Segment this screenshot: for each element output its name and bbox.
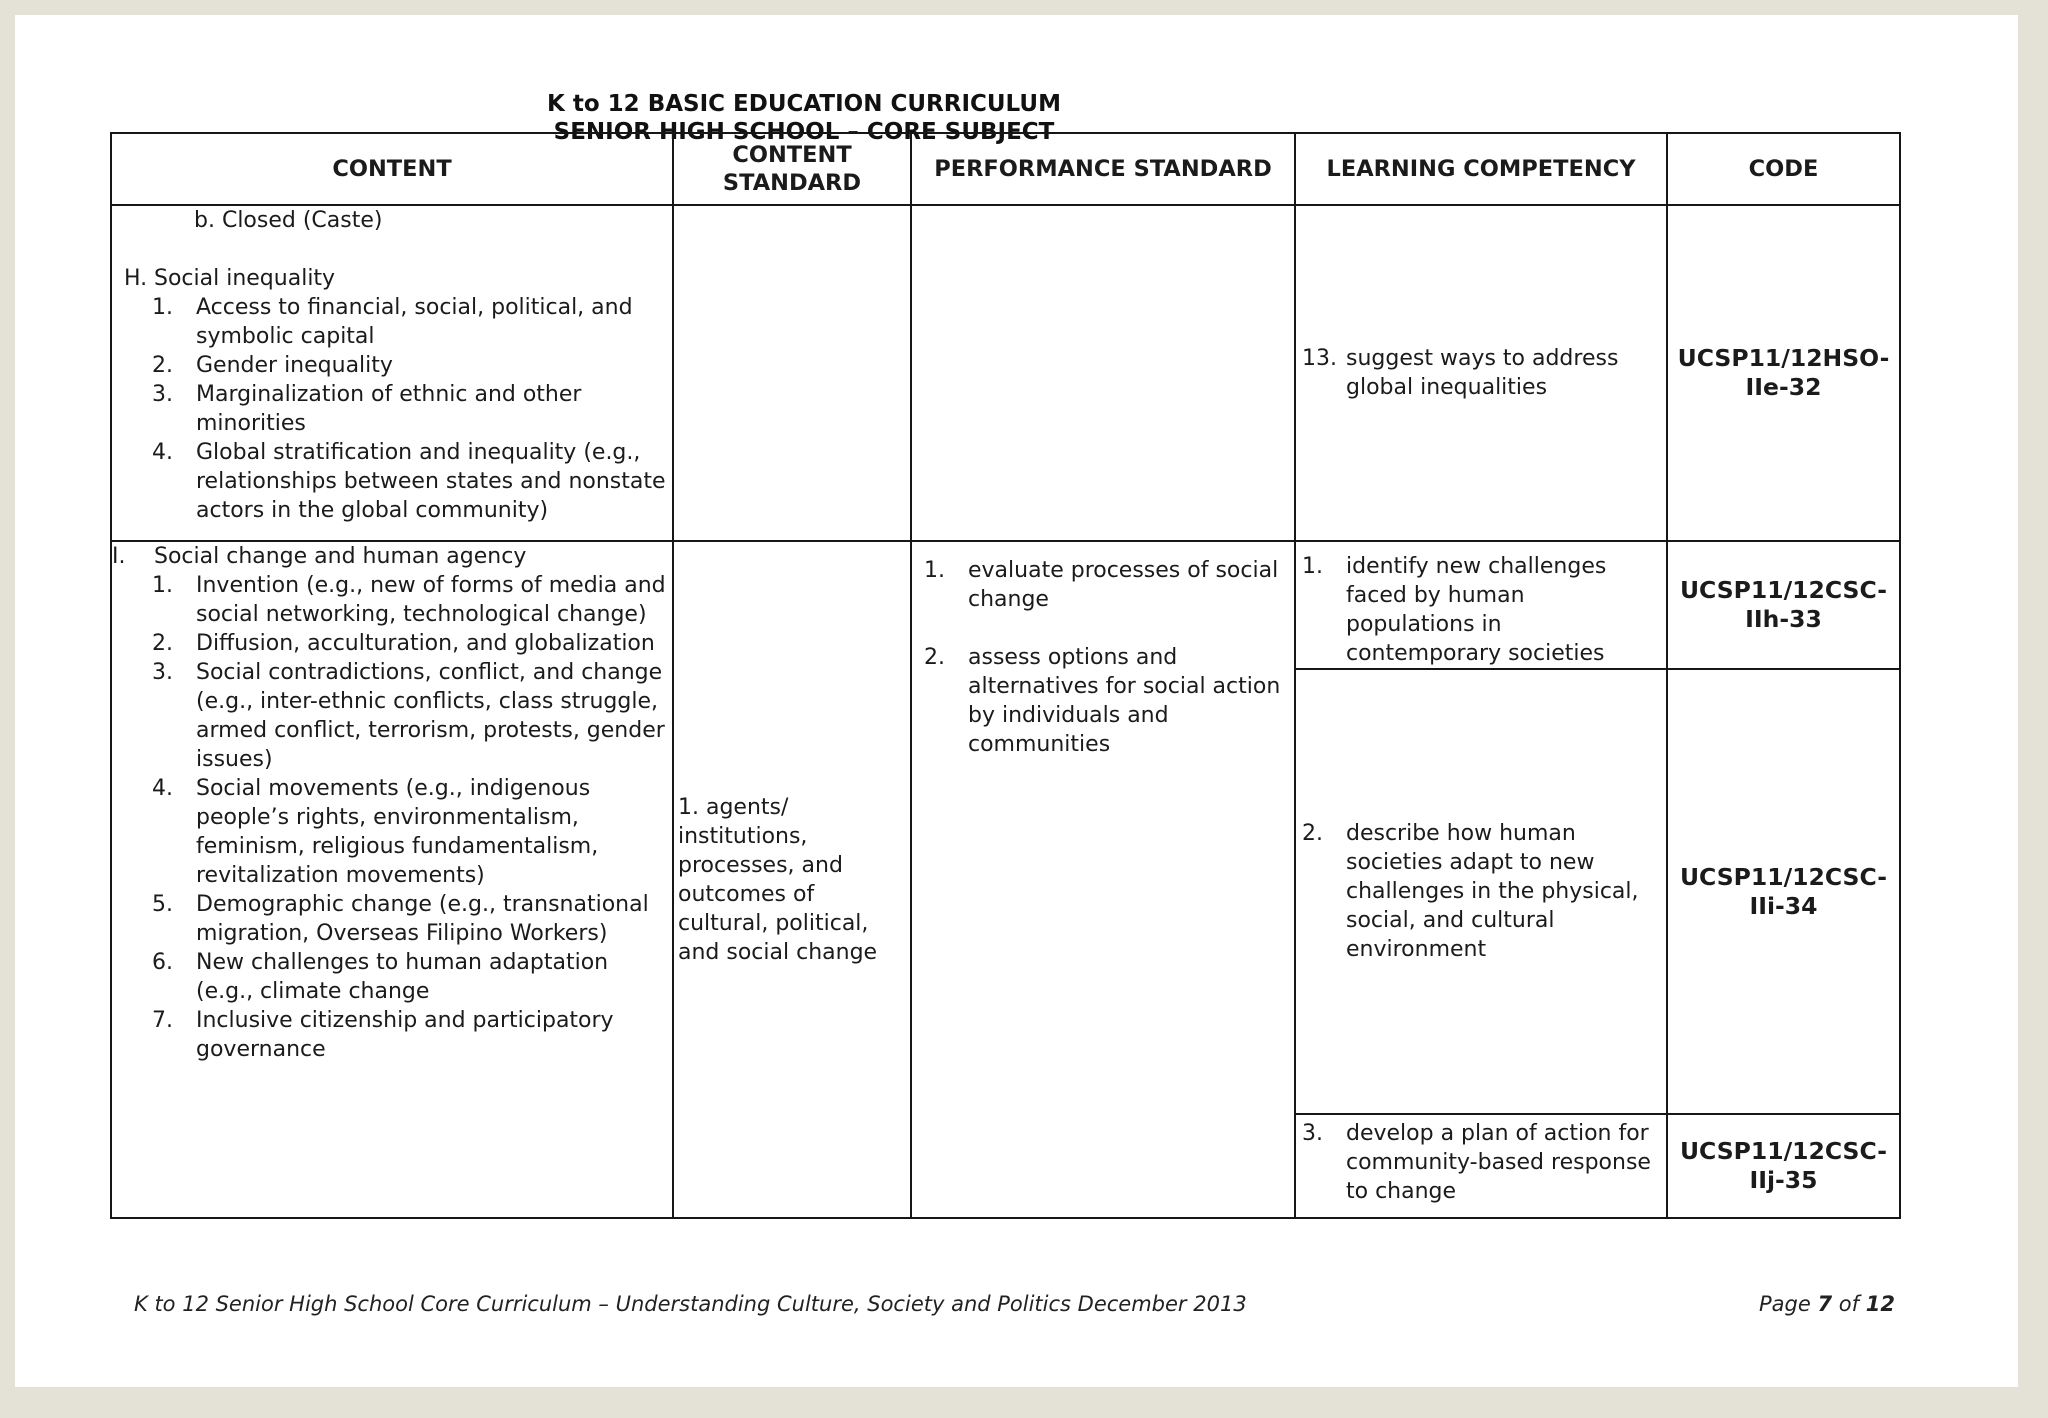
- col-header-content-standard: [673, 133, 911, 205]
- list-item-text: Global stratification and inequality (e.g., relationships between states and nonstate actors in the global community): [196, 440, 666, 523]
- list-item-number: 1.: [152, 295, 173, 320]
- document-title: K to 12 BASIC EDUCATION CURRICULUM: [547, 91, 1061, 117]
- list-item-text: Demographic change (e.g., transnational migration, Overseas Filipino Workers): [196, 892, 649, 946]
- performance-item: [924, 643, 1282, 759]
- list-item-number: 4.: [152, 440, 173, 465]
- content-heading-text: Social inequality: [154, 266, 336, 291]
- content-heading: [112, 542, 672, 571]
- competency-item: [1302, 819, 1656, 964]
- table-header-row: [111, 133, 1900, 205]
- performance-item-text: assess options and alternatives for social action by individuals and communities: [968, 645, 1281, 757]
- list-item-number: 2.: [152, 631, 173, 656]
- list-item: [152, 438, 672, 525]
- list-item-text: New challenges to human adaptation (e.g., climate change: [196, 950, 609, 1004]
- list-item: [152, 890, 672, 948]
- list-item-text: Social movements (e.g., indigenous people’s rights, environmentalism, feminism, religious fundamentalism, revitalization movements): [196, 776, 599, 888]
- content-list: [112, 571, 672, 1064]
- content-standard-cell: [673, 205, 911, 541]
- code-line-1: UCSP11/12CSC-: [1679, 1137, 1888, 1165]
- performance-item: [924, 556, 1282, 614]
- competency-number: 13.: [1302, 346, 1337, 371]
- list-item: [152, 658, 672, 774]
- list-item: [152, 774, 672, 890]
- list-item: [152, 351, 672, 380]
- performance-standard-cell: [911, 541, 1295, 1218]
- competency-number: 3.: [1302, 1121, 1323, 1146]
- competency-text: suggest ways to address global inequalities: [1346, 346, 1619, 400]
- competency-list: [1302, 552, 1656, 668]
- code-cell: [1667, 669, 1900, 1114]
- list-item-number: 4.: [152, 776, 173, 801]
- curriculum-table: [110, 132, 1901, 1219]
- content-cell: [111, 205, 673, 541]
- performance-item-number: 1.: [924, 558, 945, 583]
- document-page: [15, 15, 2018, 1387]
- content-standard-cell: [673, 541, 911, 1218]
- content-cell: [111, 541, 673, 1218]
- learning-competency-cell: [1295, 205, 1667, 541]
- page-current: 7: [1817, 1292, 1833, 1316]
- competency-text: describe how human societies adapt to new challenges in the physical, social, and cultural environment: [1346, 821, 1639, 962]
- footer-document-title: K to 12 Senior High School Core Curriculum – Understanding Culture, Society and Politics December 2013: [134, 1292, 1247, 1316]
- list-item-number: 7.: [152, 1008, 173, 1033]
- competency-list: [1302, 819, 1656, 964]
- code-cell: [1667, 1114, 1900, 1218]
- competency-list: [1302, 1119, 1656, 1206]
- list-item-number: 3.: [152, 660, 173, 685]
- learning-competency-cell: [1295, 1114, 1667, 1218]
- code-line-2: IIe-32: [1745, 373, 1822, 401]
- content-heading-letter: H.: [124, 266, 148, 291]
- list-item-text: Marginalization of ethnic and other minorities: [196, 382, 582, 436]
- code-line-2: IIi-34: [1749, 891, 1818, 920]
- list-item: [152, 629, 672, 658]
- page-total: 12: [1865, 1292, 1895, 1316]
- list-item-number: 5.: [152, 892, 173, 917]
- page-label: Page: [1759, 1292, 1811, 1316]
- content-standard-text: 1. agents/ institutions, processes, and outcomes of cultural, political, and social change: [678, 794, 878, 965]
- code-cell: [1667, 541, 1900, 669]
- competency-item: [1302, 1119, 1656, 1206]
- col-header-content-standard-line2: STANDARD: [722, 170, 862, 196]
- document-subtitle: SENIOR HIGH SCHOOL – CORE SUBJECT: [553, 119, 1055, 145]
- col-header-content: CONTENT: [111, 133, 673, 205]
- list-item: [152, 948, 672, 1006]
- code-line-1: UCSP11/12CSC-: [1679, 862, 1888, 891]
- content-heading: [112, 264, 672, 293]
- table-row: [111, 205, 1900, 541]
- performance-item-number: 2.: [924, 645, 945, 670]
- competency-text: develop a plan of action for community-based response to change: [1346, 1121, 1651, 1204]
- competency-text: identify new challenges faced by human populations in contemporary societies: [1346, 554, 1607, 666]
- code-line-2: IIj-35: [1749, 1166, 1818, 1194]
- content-item-b: b. Closed (Caste): [194, 208, 383, 233]
- list-item-text: Diffusion, acculturation, and globalization: [196, 631, 655, 656]
- performance-standard-cell: [911, 205, 1295, 541]
- competency-item: [1302, 552, 1656, 668]
- list-item-text: Inclusive citizenship and participatory governance: [196, 1008, 614, 1062]
- list-item-number: 3.: [152, 382, 173, 407]
- competency-number: 2.: [1302, 821, 1323, 846]
- list-item-text: Gender inequality: [196, 353, 393, 378]
- list-item-number: 2.: [152, 353, 173, 378]
- list-item-number: 1.: [152, 573, 173, 598]
- list-item-text: Access to financial, social, political, and symbolic capital: [196, 295, 633, 349]
- code-line-1: UCSP11/12HSO-: [1677, 344, 1890, 372]
- code-cell: [1667, 205, 1900, 541]
- list-item: [152, 1006, 672, 1064]
- content-heading-text: Social change and human agency: [154, 544, 527, 569]
- competency-number: 1.: [1302, 554, 1323, 579]
- list-item-text: Social contradictions, conflict, and change (e.g., inter-ethnic conflicts, class struggle, armed conflict, terrorism, protests, gender issues): [196, 660, 665, 772]
- performance-item-text: evaluate processes of social change: [968, 558, 1279, 612]
- col-header-performance-standard: PERFORMANCE STANDARD: [911, 133, 1295, 205]
- footer-page-number: [1759, 1292, 1895, 1316]
- performance-list: [924, 556, 1282, 759]
- col-header-code: CODE: [1667, 133, 1900, 205]
- learning-competency-cell: [1295, 669, 1667, 1114]
- list-item-text: Invention (e.g., new of forms of media and social networking, technological change): [196, 573, 666, 627]
- list-item: [152, 571, 672, 629]
- list-item: [152, 293, 672, 351]
- competency-item: [1302, 344, 1656, 402]
- code-line-1: UCSP11/12CSC-: [1679, 576, 1888, 604]
- content-heading-letter: I.: [112, 544, 126, 569]
- col-header-content-standard-line1: CONTENT: [732, 142, 852, 168]
- content-list: [112, 293, 672, 525]
- list-item: [152, 380, 672, 438]
- list-item-number: 6.: [152, 950, 173, 975]
- col-header-learning-competency: LEARNING COMPETENCY: [1295, 133, 1667, 205]
- learning-competency-cell: [1295, 541, 1667, 669]
- table-row: [111, 541, 1900, 669]
- page-of-label: of: [1838, 1292, 1860, 1316]
- competency-list: [1302, 344, 1656, 402]
- code-line-2: IIh-33: [1745, 605, 1822, 633]
